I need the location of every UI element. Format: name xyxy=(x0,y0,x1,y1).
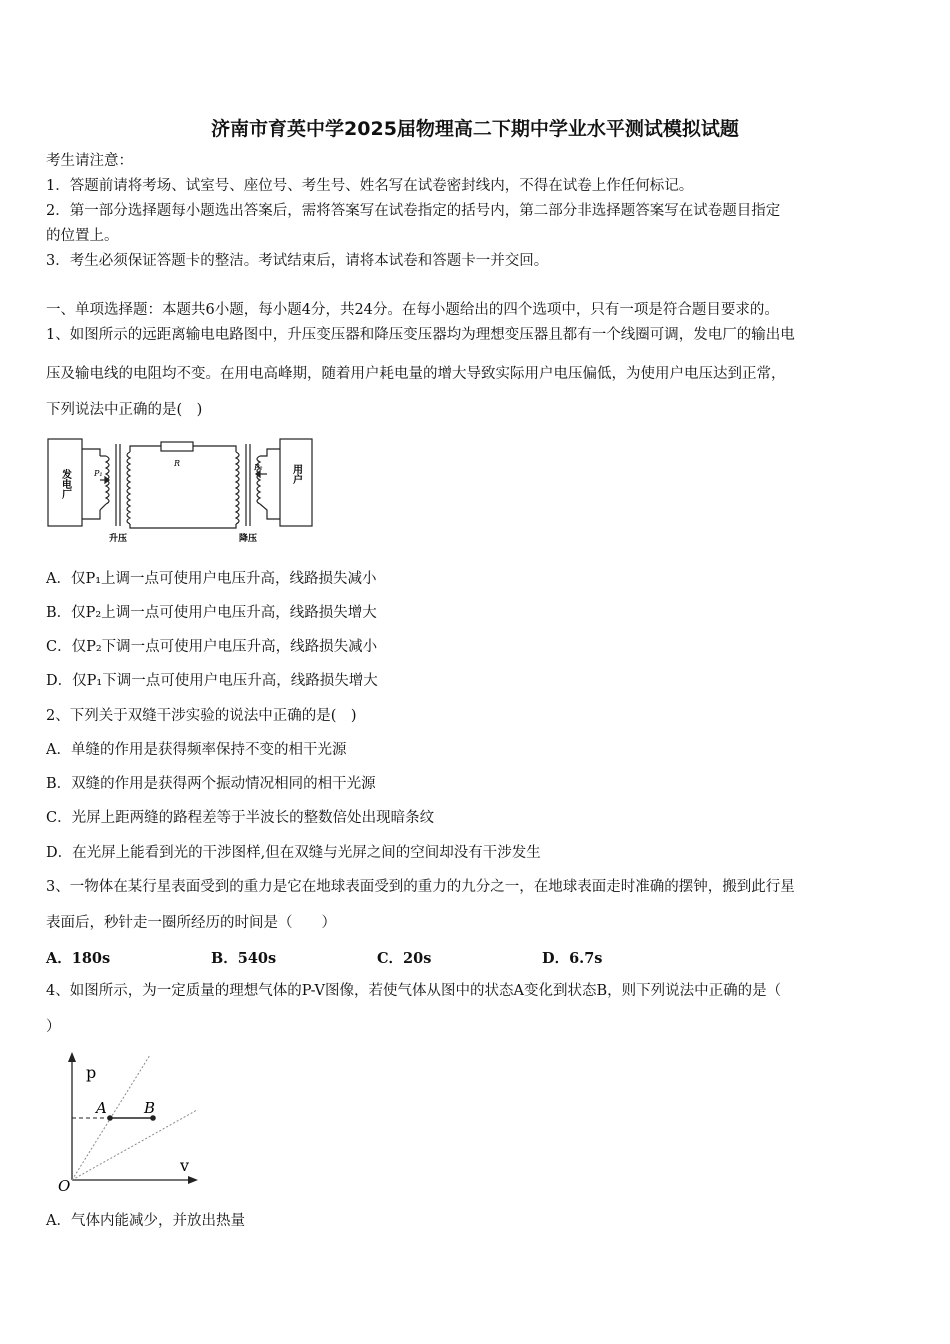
question-2-option-c: C．光屏上距两缝的路程差等于半波长的整数倍处出现暗条纹 xyxy=(46,810,435,826)
pv-diagram xyxy=(52,1050,212,1195)
question-1-stem: 1、如图所示的远距离输电电路图中，升压变压器和降压变压器均为理想变压器且都有一个线圈可调，发电厂的输出电 xyxy=(46,327,795,343)
state-a-label: A xyxy=(96,1099,107,1117)
generator-label: 发电厂 xyxy=(59,469,71,499)
p2-label: P₂ xyxy=(254,463,263,472)
state-b-label: B xyxy=(144,1099,156,1117)
question-3-option-a: A．180s xyxy=(46,950,111,967)
v-axis-label: v xyxy=(180,1156,190,1175)
question-4-stem: 4、如图所示，为一定质量的理想气体的P-V图像，若使气体从图中的状态A变化到状态B，则下列说法中正确的是（ xyxy=(46,983,782,999)
question-1-option-d: D．仅P₁下调一点可使用户电压升高，线路损失增大 xyxy=(46,673,378,689)
notice-item: 1．答题前请将考场、试室号、座位号、考生号、姓名写在试卷密封线内，不得在试卷上作任何标记。 xyxy=(46,178,694,194)
origin-label: O xyxy=(58,1177,71,1195)
question-3-stem: 表面后，秒针走一圈所经历的时间是（ ） xyxy=(46,915,336,931)
transmission-circuit-diagram xyxy=(46,434,326,546)
primary-coil-2 xyxy=(236,452,239,524)
resistor-label: R xyxy=(174,459,181,468)
notice-heading: 考生请注意： xyxy=(46,153,133,169)
question-4-option-a: A．气体内能减少，并放出热量 xyxy=(46,1213,245,1229)
question-1-stem: 压及输电线的电阻均不变。在用电高峰期，随着用户耗电量的增大导致实际用户电压偏低，为使用户电压达到正常， xyxy=(46,366,786,382)
p-axis-arrow xyxy=(68,1052,76,1062)
section-heading: 一、单项选择题：本题共6小题，每小题4分，共24分。在每小题给出的四个选项中，只有一项是符合题目要求的。 xyxy=(46,302,779,318)
question-1-option-c: C．仅P₂下调一点可使用户电压升高，线路损失减小 xyxy=(46,639,378,655)
question-1-option-b: B．仅P₂上调一点可使用户电压升高，线路损失增大 xyxy=(46,605,377,621)
state-a-point xyxy=(107,1115,113,1121)
isochore-line-b xyxy=(72,1110,197,1180)
notice-item: 的位置上。 xyxy=(46,228,119,244)
page-title: 济南市育英中学2025届物理高二下期中学业水平测试模拟试题 xyxy=(211,118,739,140)
notice-item: 3．考生必须保证答题卡的整洁。考试结束后，请将本试卷和答题卡一并交回。 xyxy=(46,253,549,269)
question-2-option-b: B．双缝的作用是获得两个振动情况相同的相干光源 xyxy=(46,776,376,792)
v-axis-arrow xyxy=(188,1176,198,1184)
question-3-option-b: B．540s xyxy=(211,950,277,967)
question-2-stem: 2、下列关于双缝干涉实验的说法中正确的是( ) xyxy=(46,708,357,724)
question-3-stem: 3、一物体在某行星表面受到的重力是它在地球表面受到的重力的九分之一，在地球表面走时准确的摆钟，搬到此行星 xyxy=(46,879,795,895)
question-1-option-a: A．仅P₁上调一点可使用户电压升高，线路损失减小 xyxy=(46,571,377,587)
p-axis-label: p xyxy=(86,1063,97,1082)
notice-item: 2．第一部分选择题每小题选出答案后，需将答案写在试卷指定的括号内，第二部分非选择题答案写在试卷题目指定 xyxy=(46,203,781,219)
question-3-option-d: D．6.7s xyxy=(542,950,603,967)
line-resistor xyxy=(161,442,193,451)
question-4-stem: ） xyxy=(46,1019,61,1035)
p1-label: P₁ xyxy=(94,469,103,478)
question-3-option-c: C．20s xyxy=(377,950,432,967)
secondary-coil-1 xyxy=(127,452,130,524)
step-down-label: 降压 xyxy=(238,534,258,544)
question-2-option-d: D．在光屏上能看到光的干涉图样,但在双缝与光屏之间的空间却没有干涉发生 xyxy=(46,845,541,861)
user-label: 用户 xyxy=(290,464,302,484)
question-2-option-a: A．单缝的作用是获得频率保持不变的相干光源 xyxy=(46,742,347,758)
question-1-stem: 下列说法中正确的是( ) xyxy=(46,402,203,418)
step-up-label: 升压 xyxy=(108,534,128,544)
